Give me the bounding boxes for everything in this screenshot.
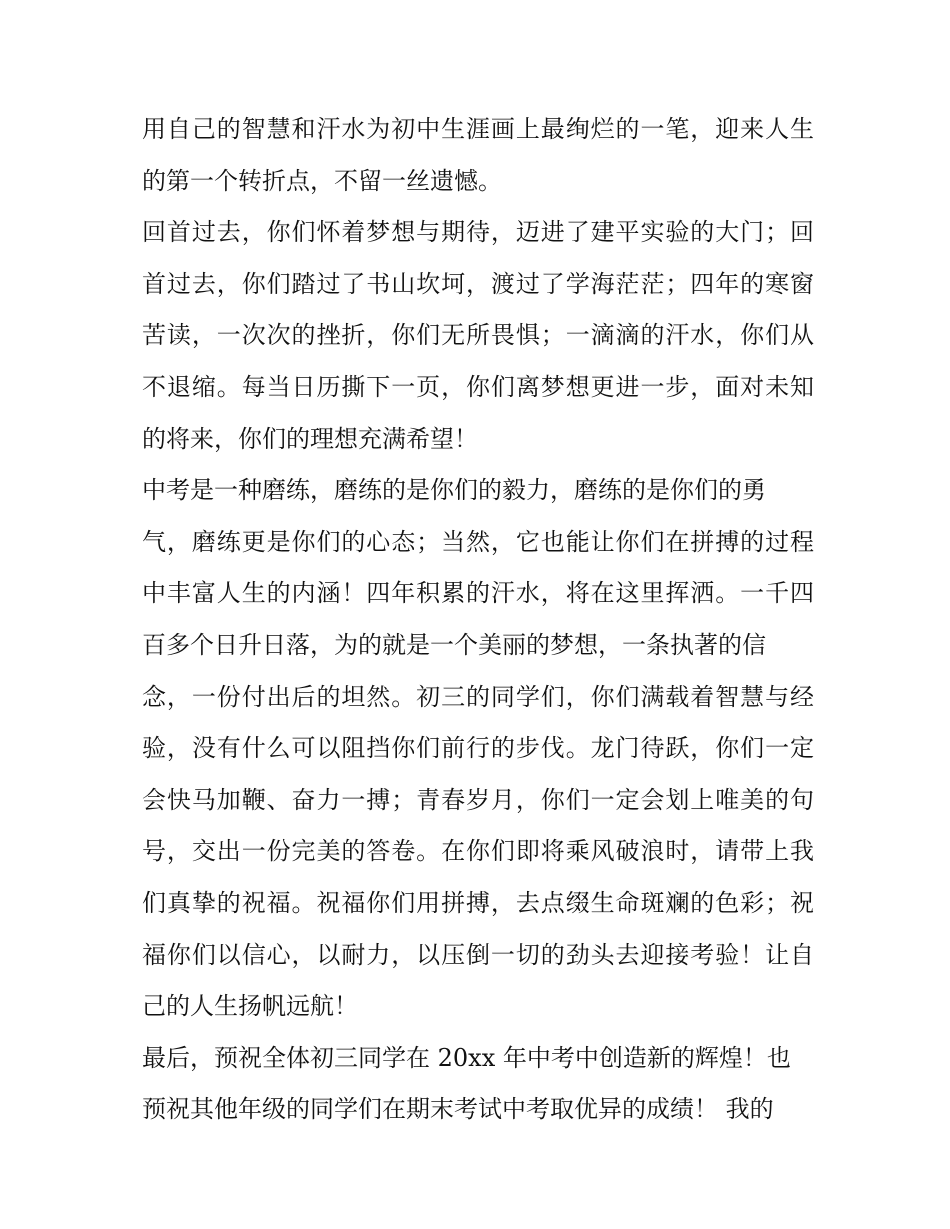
text-line: 中考是一种磨练，磨练的是你们的毅力，磨练的是你们的勇 — [142, 476, 766, 505]
text-line: 不退缩。每当日历撕下一页，你们离梦想更进一步，面对未知 — [142, 372, 814, 401]
text-line: 号，交出一份完美的答卷。在你们即将乘风破浪时，请带上我 — [142, 837, 814, 866]
text-line: 己的人生扬帆远航！ — [142, 992, 358, 1021]
text-line: 气，磨练更是你们的心态；当然，它也能让你们在拼搏的过程 — [142, 527, 814, 556]
text-line: 百多个日升日落，为的就是一个美丽的梦想，一条执著的信 — [142, 630, 766, 659]
text-line: 会快马加鞭、奋力一搏；青春岁月，你们一定会划上唯美的句 — [142, 785, 814, 814]
text-line: 首过去，你们踏过了书山坎坷，渡过了学海茫茫；四年的寒窗 — [142, 269, 814, 298]
text-line: 验，没有什么可以阻挡你们前行的步伐。龙门待跃，你们一定 — [142, 734, 814, 763]
body-text — [142, 104, 814, 1136]
text-line: 最后，预祝全体初三同学在 20xx 年中考中创造新的辉煌！也 — [142, 1043, 791, 1072]
text-line: 中丰富人生的内涵！四年积累的汗水，将在这里挥洒。一千四 — [142, 579, 814, 608]
text-line: 的第一个转折点，不留一丝遗憾。 — [142, 166, 502, 195]
text-line: 念，一份付出后的坦然。初三的同学们，你们满载着智慧与经 — [142, 682, 814, 711]
text-line: 们真挚的祝福。祝福你们用拼搏，去点缀生命斑斓的色彩；祝 — [142, 888, 814, 917]
text-line: 的将来，你们的理想充满希望！ — [142, 424, 478, 453]
text-line: 用自己的智慧和汗水为初中生涯画上最绚烂的一笔，迎来人生 — [142, 115, 814, 143]
text-line: 苦读，一次次的挫折，你们无所畏惧；一滴滴的汗水，你们从 — [142, 321, 814, 350]
text-line: 预祝其他年级的同学们在期末考试中考取优异的成绩！ 我的 — [142, 1095, 774, 1124]
text-line: 回首过去，你们怀着梦想与期待，迈进了建平实验的大门；回 — [142, 218, 814, 247]
text-line: 福你们以信心，以耐力，以压倒一切的劲头去迎接考验！让自 — [142, 940, 814, 969]
